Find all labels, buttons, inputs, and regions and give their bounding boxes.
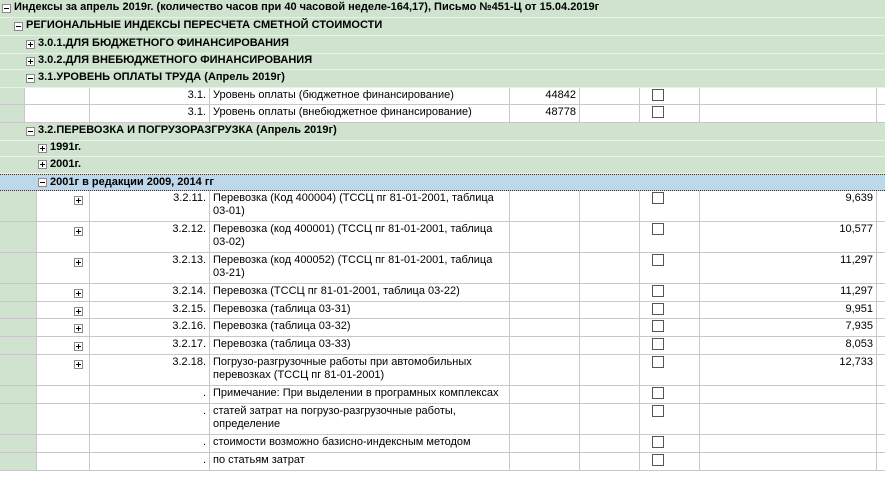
code-cell: 3.2.13. bbox=[90, 253, 210, 283]
blank-cell bbox=[24, 88, 90, 104]
row-checkbox[interactable] bbox=[652, 387, 664, 399]
checkbox-cell bbox=[640, 319, 700, 336]
tree-indent bbox=[0, 302, 36, 318]
expand-cell bbox=[36, 191, 90, 221]
tree-indent bbox=[0, 191, 36, 221]
index-cell: 7,935 bbox=[700, 319, 877, 336]
index-cell bbox=[700, 453, 877, 470]
collapse-icon[interactable] bbox=[26, 74, 35, 83]
expand-icon[interactable] bbox=[74, 342, 83, 351]
tree-year-2001r-row[interactable] bbox=[0, 174, 885, 191]
tree-group-32-label: 3.2.ПЕРЕВОЗКА И ПОГРУЗОРАЗГРУЗКА (Апрель 2019г) bbox=[38, 124, 337, 136]
index-cell: 8,053 bbox=[700, 337, 877, 354]
blank-cell bbox=[580, 222, 640, 252]
checkbox-cell bbox=[640, 253, 700, 283]
code-cell: 3.1. bbox=[90, 105, 210, 122]
expand-cell bbox=[36, 284, 90, 301]
table-row[interactable] bbox=[0, 88, 885, 105]
blank-cell bbox=[510, 191, 580, 221]
expand-icon[interactable] bbox=[38, 160, 47, 169]
table-row[interactable] bbox=[0, 302, 885, 319]
code-cell: 3.2.16. bbox=[90, 319, 210, 336]
tree-year-1991-row[interactable] bbox=[0, 141, 885, 157]
name-cell: стоимости возможно базисно-индексным методом bbox=[210, 435, 510, 452]
tree-indent bbox=[0, 284, 36, 301]
name-cell: Перевозка (код 400001) (ТССЦ пг 81-01-2001, таблица 03-02) bbox=[210, 222, 510, 252]
name-cell: Примечание: При выделении в програмных комплексах bbox=[210, 386, 510, 403]
tree-group-302-label: 3.0.2.ДЛЯ ВНЕБЮДЖЕТНОГО ФИНАНСИРОВАНИЯ bbox=[38, 54, 313, 66]
tree-group-32-row[interactable] bbox=[0, 123, 885, 141]
table-row[interactable] bbox=[0, 404, 885, 435]
code-cell: 3.2.14. bbox=[90, 284, 210, 301]
checkbox-cell bbox=[640, 453, 700, 470]
code-cell: 3.1. bbox=[90, 88, 210, 104]
tree-regional-row[interactable] bbox=[0, 18, 885, 36]
expand-icon[interactable] bbox=[74, 360, 83, 369]
blank-cell bbox=[510, 453, 580, 470]
blank-cell bbox=[510, 355, 580, 385]
tree-group-301-label: 3.0.1.ДЛЯ БЮДЖЕТНОГО ФИНАНСИРОВАНИЯ bbox=[38, 37, 289, 49]
blank-cell bbox=[580, 404, 640, 434]
expand-cell bbox=[36, 222, 90, 252]
code-cell: . bbox=[90, 404, 210, 434]
tree-indent bbox=[0, 337, 36, 354]
collapse-icon[interactable] bbox=[38, 178, 47, 187]
tree-year-2001r-label: 2001г в редакции 2009, 2014 гг bbox=[50, 176, 214, 188]
expand-icon[interactable] bbox=[38, 144, 47, 153]
tree-indent bbox=[0, 453, 36, 470]
row-checkbox[interactable] bbox=[652, 106, 664, 118]
table-row[interactable] bbox=[0, 319, 885, 337]
blank-cell bbox=[510, 319, 580, 336]
index-cell: 11,297 bbox=[700, 253, 877, 283]
blank-cell bbox=[510, 222, 580, 252]
checkbox-cell bbox=[640, 355, 700, 385]
code-cell: . bbox=[90, 386, 210, 403]
blank-cell bbox=[510, 435, 580, 452]
collapse-icon[interactable] bbox=[14, 22, 23, 31]
tree-indent bbox=[0, 253, 36, 283]
checkbox-cell bbox=[640, 302, 700, 318]
blank-cell bbox=[580, 105, 640, 122]
code-cell: 3.2.18. bbox=[90, 355, 210, 385]
index-cell bbox=[700, 404, 877, 434]
table-row[interactable] bbox=[0, 105, 885, 123]
blank-cell bbox=[510, 302, 580, 318]
row-checkbox[interactable] bbox=[652, 338, 664, 350]
checkbox-cell bbox=[640, 284, 700, 301]
row-checkbox[interactable] bbox=[652, 436, 664, 448]
checkbox-cell bbox=[640, 337, 700, 354]
row-checkbox[interactable] bbox=[652, 89, 664, 101]
index-cell bbox=[700, 386, 877, 403]
code-cell: 3.2.15. bbox=[90, 302, 210, 318]
blank-cell bbox=[580, 355, 640, 385]
expand-icon[interactable] bbox=[74, 196, 83, 205]
blank-cell bbox=[510, 404, 580, 434]
table-row[interactable] bbox=[0, 435, 885, 453]
row-checkbox[interactable] bbox=[652, 192, 664, 204]
tree-indent bbox=[0, 105, 24, 122]
tree-year-1991-label: 1991г. bbox=[50, 141, 82, 153]
checkbox-cell bbox=[640, 435, 700, 452]
tree-group-301-row[interactable] bbox=[0, 36, 885, 54]
tree-regional-label: РЕГИОНАЛЬНЫЕ ИНДЕКСЫ ПЕРЕСЧЕТА СМЕТНОЙ СТОИМОСТИ bbox=[26, 19, 383, 31]
expand-icon[interactable] bbox=[74, 289, 83, 298]
checkbox-cell bbox=[640, 386, 700, 403]
index-cell: 9,639 bbox=[700, 191, 877, 221]
expand-cell bbox=[36, 319, 90, 336]
checkbox-cell bbox=[640, 191, 700, 221]
blank-cell bbox=[580, 337, 640, 354]
tree-group-31-row[interactable] bbox=[0, 70, 885, 88]
tree-root-label: Индексы за апрель 2019г. (количество часов при 40 часовой неделе-164,17), Письмо №451-Ц от 15.04.2019г bbox=[14, 1, 600, 13]
expand-cell bbox=[36, 404, 90, 434]
name-cell: по статьям затрат bbox=[210, 453, 510, 470]
blank-cell bbox=[580, 88, 640, 104]
blank-cell bbox=[580, 191, 640, 221]
row-checkbox[interactable] bbox=[652, 454, 664, 466]
table-row[interactable] bbox=[0, 284, 885, 302]
table-row[interactable] bbox=[0, 222, 885, 253]
expand-icon[interactable] bbox=[74, 324, 83, 333]
tree-indent bbox=[0, 222, 36, 252]
expand-cell bbox=[36, 453, 90, 470]
checkbox-cell bbox=[640, 88, 700, 104]
blank-cell bbox=[700, 88, 877, 104]
tree-indent bbox=[0, 88, 24, 104]
blank-cell bbox=[580, 253, 640, 283]
name-cell: Перевозка (таблица 03-32) bbox=[210, 319, 510, 336]
name-cell: Перевозка (таблица 03-33) bbox=[210, 337, 510, 354]
expand-cell bbox=[36, 253, 90, 283]
blank-cell bbox=[510, 386, 580, 403]
name-cell: Погрузо-разгрузочные работы при автомобильных перевозках (ТССЦ пг 81-01-2001) bbox=[210, 355, 510, 385]
blank-cell bbox=[580, 302, 640, 318]
expand-icon[interactable] bbox=[74, 307, 83, 316]
expand-cell bbox=[36, 435, 90, 452]
blank-cell bbox=[510, 284, 580, 301]
index-cell: 12,733 bbox=[700, 355, 877, 385]
row-checkbox[interactable] bbox=[652, 223, 664, 235]
tree-indent bbox=[0, 435, 36, 452]
blank-cell bbox=[510, 253, 580, 283]
blank-cell bbox=[580, 435, 640, 452]
tree-year-2001-label: 2001г. bbox=[50, 158, 82, 170]
row-checkbox[interactable] bbox=[652, 405, 664, 417]
code-cell: 3.2.17. bbox=[90, 337, 210, 354]
tree-indent bbox=[0, 319, 36, 336]
tree-group-31-label: 3.1.УРОВЕНЬ ОПЛАТЫ ТРУДА (Апрель 2019г) bbox=[38, 71, 285, 83]
code-cell: . bbox=[90, 453, 210, 470]
expand-cell bbox=[36, 302, 90, 318]
table-row[interactable] bbox=[0, 337, 885, 355]
blank-cell bbox=[580, 319, 640, 336]
name-cell: Перевозка (Код 400004) (ТССЦ пг 81-01-2001, таблица 03-01) bbox=[210, 191, 510, 221]
checkbox-cell bbox=[640, 105, 700, 122]
expand-icon[interactable] bbox=[26, 40, 35, 49]
table-row[interactable] bbox=[0, 355, 885, 386]
blank-cell bbox=[510, 337, 580, 354]
index-cell: 11,297 bbox=[700, 284, 877, 301]
table-row[interactable] bbox=[0, 253, 885, 284]
blank-cell bbox=[700, 105, 877, 122]
index-cell bbox=[700, 435, 877, 452]
expand-cell bbox=[36, 386, 90, 403]
expand-icon[interactable] bbox=[74, 227, 83, 236]
name-cell: Перевозка (ТССЦ пг 81-01-2001, таблица 03-22) bbox=[210, 284, 510, 301]
tree-indent bbox=[0, 355, 36, 385]
expand-cell bbox=[36, 337, 90, 354]
row-checkbox[interactable] bbox=[652, 254, 664, 266]
name-cell: Уровень оплаты (внебюджетное финансирование) bbox=[210, 105, 510, 122]
blank-cell bbox=[24, 105, 90, 122]
table-row[interactable] bbox=[0, 386, 885, 404]
table-row[interactable] bbox=[0, 453, 885, 471]
expand-cell bbox=[36, 355, 90, 385]
index-cell: 9,951 bbox=[700, 302, 877, 318]
blank-cell bbox=[580, 284, 640, 301]
row-checkbox[interactable] bbox=[652, 303, 664, 315]
name-cell: Перевозка (код 400052) (ТССЦ пг 81-01-2001, таблица 03-21) bbox=[210, 253, 510, 283]
tree-indent bbox=[0, 404, 36, 434]
name-cell: статей затрат на погрузо-разгрузочные работы, определение bbox=[210, 404, 510, 434]
row-checkbox[interactable] bbox=[652, 356, 664, 368]
name-cell: Уровень оплаты (бюджетное финансирование) bbox=[210, 88, 510, 104]
expand-icon[interactable] bbox=[26, 57, 35, 66]
tree-year-2001-row[interactable] bbox=[0, 157, 885, 174]
checkbox-cell bbox=[640, 404, 700, 434]
code-cell: 3.2.11. bbox=[90, 191, 210, 221]
code-cell: . bbox=[90, 435, 210, 452]
tree-root-row[interactable] bbox=[0, 0, 885, 18]
tree-group-302-row[interactable] bbox=[0, 54, 885, 70]
name-cell: Перевозка (таблица 03-31) bbox=[210, 302, 510, 318]
blank-cell bbox=[580, 386, 640, 403]
index-cell: 10,577 bbox=[700, 222, 877, 252]
value-cell: 44842 bbox=[510, 88, 580, 104]
value-cell: 48778 bbox=[510, 105, 580, 122]
collapse-icon[interactable] bbox=[2, 4, 11, 13]
row-checkbox[interactable] bbox=[652, 320, 664, 332]
blank-cell bbox=[580, 453, 640, 470]
checkbox-cell bbox=[640, 222, 700, 252]
table-row[interactable] bbox=[0, 191, 885, 222]
collapse-icon[interactable] bbox=[26, 127, 35, 136]
row-checkbox[interactable] bbox=[652, 285, 664, 297]
code-cell: 3.2.12. bbox=[90, 222, 210, 252]
expand-icon[interactable] bbox=[74, 258, 83, 267]
tree-indent bbox=[0, 386, 36, 403]
